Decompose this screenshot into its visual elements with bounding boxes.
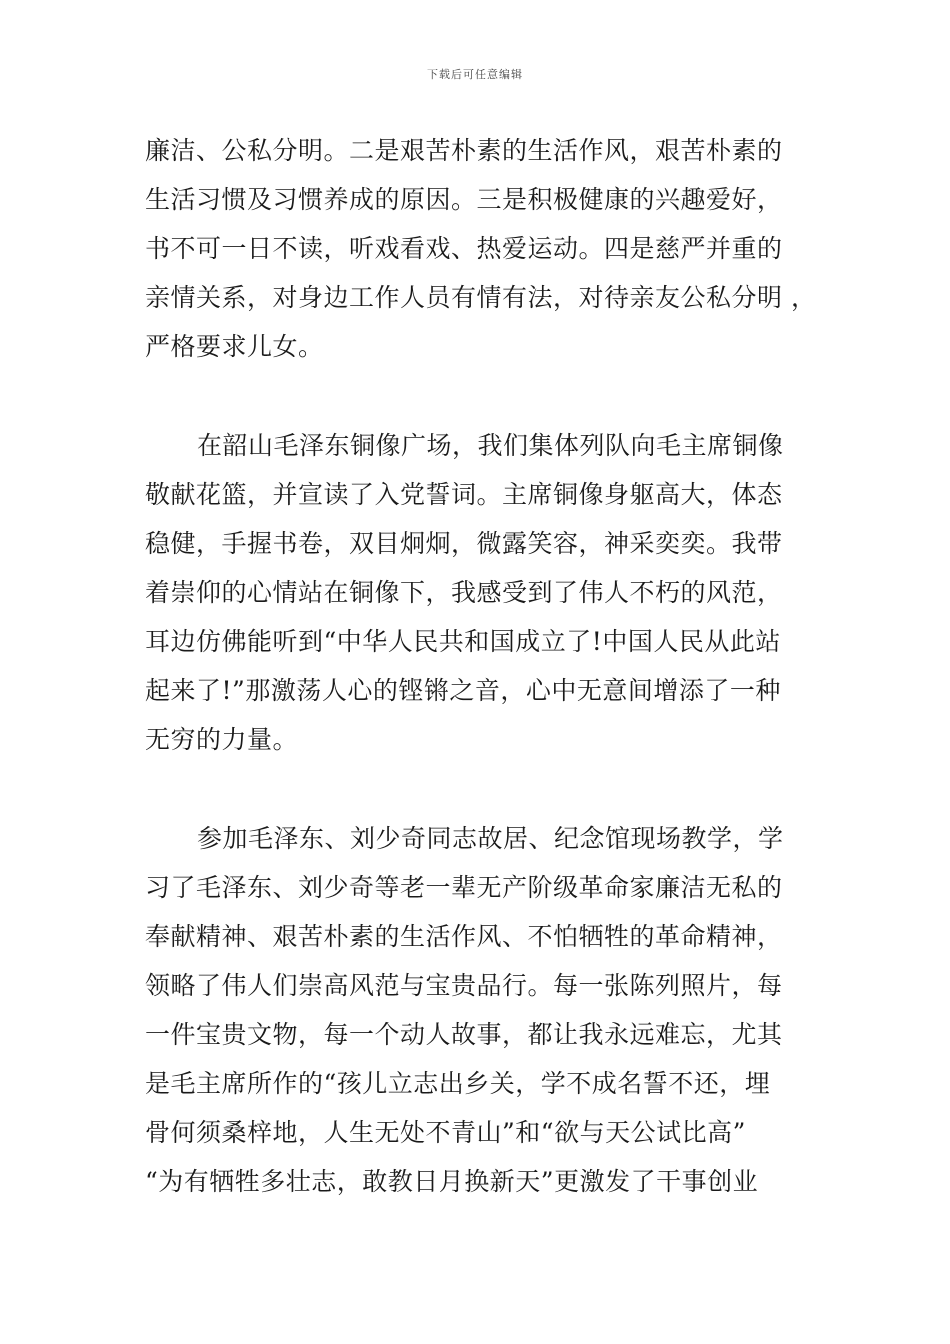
text-line: 在韶山毛泽东铜像广场，我们集体列队向毛主席铜像 [197,431,784,460]
text-line: 耳边仿佛能听到“中华人民共和国成立了!中国人民从此站 [145,627,781,656]
text-line: 无穷的力量。 [145,725,299,754]
page-header-note: 下载后可任意编辑 [427,68,523,81]
text-line: 一件宝贵文物，每一个动人故事，都让我永远难忘，尤其 [145,1020,783,1049]
text-line: 骨何须桑梓地，人生无处不青山”和“欲与天公试比高” [145,1118,746,1147]
text-line: 着崇仰的心情站在铜像下，我感受到了伟人不朽的风范， [145,578,783,607]
text-line: 敬献花篮，并宣读了入党誓词。主席铜像身躯高大，体态 [145,480,783,509]
paragraph [145,425,810,768]
paragraph [145,818,810,1210]
text-line: 稳健，手握书卷，双目炯炯，微露笑容，神采奕奕。我带 [145,529,783,558]
text-line: 领略了伟人们崇高风范与宝贵品行。每一张陈列照片，每 [145,971,783,1000]
paragraph-spacer [145,768,810,818]
text-line: 生活习惯及习惯养成的原因。三是积极健康的兴趣爱好， [145,185,783,214]
text-line: 参加毛泽东、刘少奇同志故居、纪念馆现场教学，学 [197,824,784,853]
text-line: 书不可一日不读，听戏看戏、热爱运动。四是慈严并重的 [145,234,783,263]
text-line: 亲情关系，对身边工作人员有情有法，对待亲友公私分明 ， [145,283,817,312]
text-line: 习了毛泽东、刘少奇等老一辈无产阶级革命家廉洁无私的 [145,873,783,902]
text-line: 是毛主席所作的“孩儿立志出乡关，学不成名誓不还，埋 [145,1069,771,1098]
text-line: “为有牺牲多壮志，敢教日月换新天”更激发了干事创业 [145,1167,759,1196]
text-line: 奉献精神、艰苦朴素的生活作风、不怕牺牲的革命精神， [145,922,783,951]
text-line: 廉洁、公私分明。二是艰苦朴素的生活作风，艰苦朴素的 [145,136,783,165]
text-line: 起来了!”那激荡人心的铿锵之音，心中无意间增添了一种 [145,676,781,705]
document-body [145,130,817,1210]
text-line: 严格要求儿女。 [145,332,324,361]
paragraph [145,130,817,375]
paragraph-spacer [145,375,810,425]
